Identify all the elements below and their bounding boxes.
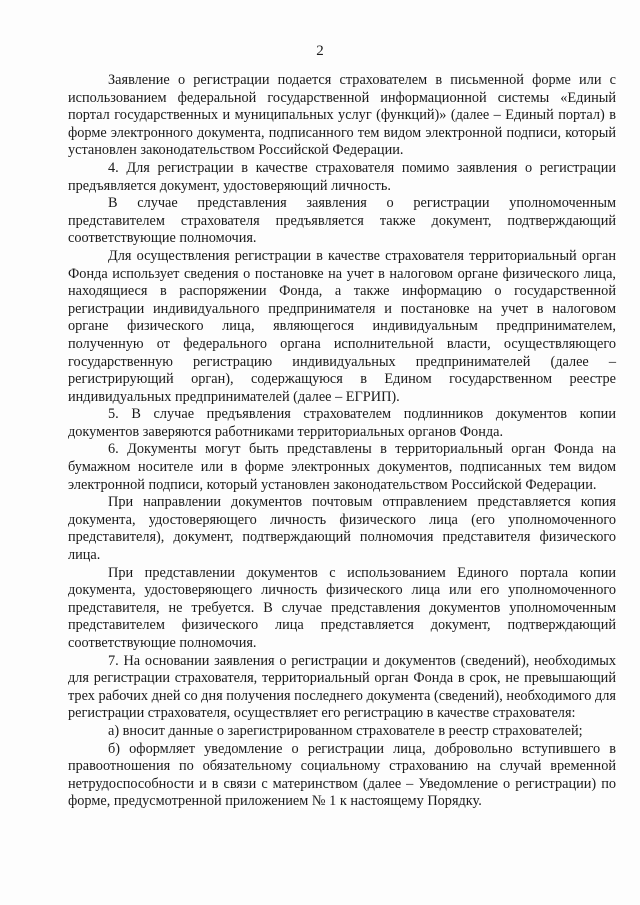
paragraph-portal: При представлении документов с использованием Единого портала копии документа, удостоверяющего личность физического лица или его уполномоченного представителя, не требуется. В случае представления документов уполномоченным представителем физического лица представляется документ, подтверждающий соответствующие полномочия. [68, 564, 616, 651]
document-body [68, 72, 616, 811]
paragraph-representative: В случае представления заявления о регистрации уполномоченным представителем страхователя предъявляется также документ, подтверждающий соответствующие полномочия. [68, 195, 616, 247]
paragraph-item-7: 7. На основании заявления о регистрации и документов (сведений), необходимых для регистрации страхователя, территориальный орган Фонда в срок, не превышающий трех рабочих дней со дня получения последнего документа (сведений), необходимого для регистрации страхователя, осуществляет его регистрацию в качестве страхователя: [68, 652, 616, 722]
page-number: 2 [316, 43, 324, 59]
paragraph-subitem-b: б) оформляет уведомление о регистрации лица, добровольно вступившего в правоотношения по обязательному социальному страхованию на случай временной нетрудоспособности и в связи с материнством (далее – Уведомление о регистрации) по форме, предусмотренной приложением № 1 к настоящему Порядку. [68, 740, 616, 810]
paragraph-item-4: 4. Для регистрации в качестве страхователя помимо заявления о регистрации предъявляется документ, удостоверяющий личность. [68, 159, 616, 194]
paragraph-item-6: 6. Документы могут быть представлены в территориальный орган Фонда на бумажном носителе или в форме электронных документов, подписанных тем видом электронной подписи, который установлен законодательством Российской Федерации. [68, 441, 616, 493]
paragraph-tax-info: Для осуществления регистрации в качестве страхователя территориальный орган Фонда использует сведения о постановке на учет в налоговом органе физического лица, находящиеся в распоряжении Фонда, а также информацию о государственной регистрации индивидуального предпринимателя и постановке на учет в налоговом органе физического лица, являющегося индивидуальным предпринимателем, полученную от федерального органа исполнительной власти, осуществляющего государственную регистрацию индивидуальных предпринимателей (далее – регистрирующий орган), содержащуюся в Едином государственном реестре индивидуальных предпринимателей (далее – ЕГРИП). [68, 247, 616, 405]
paragraph-subitem-a: а) вносит данные о зарегистрированном страхователе в реестр страхователей; [108, 722, 583, 739]
paragraph-postal: При направлении документов почтовым отправлением представляется копия документа, удостоверяющего личность физического лица (его уполномоченного представителя), документ, подтверждающий полномочия представителя физического лица. [68, 494, 616, 564]
paragraph-item-5: 5. В случае предъявления страхователем подлинников документов копии документов заверяются работниками территориальных органов Фонда. [68, 406, 616, 440]
paragraph-application-form: Заявление о регистрации подается страхователем в письменной форме или с использованием федеральной государственной информационной системы «Единый портал государственных и муниципальных услуг (функций)» (далее – Единый портал) в форме электронного документа, подписанного тем видом электронной подписи, который установлен законодательством Российской Федерации. [68, 72, 616, 159]
